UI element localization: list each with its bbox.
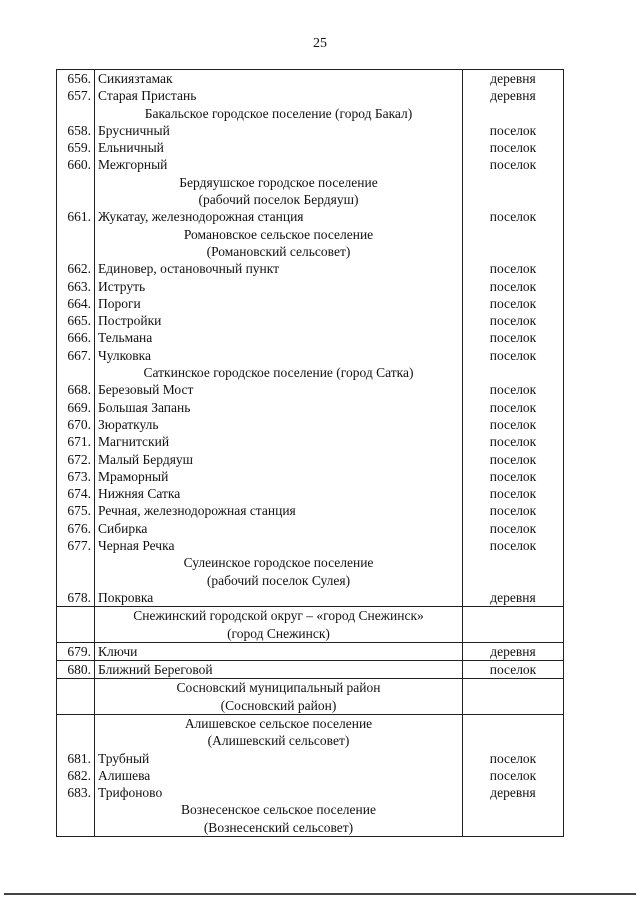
table-row: [57, 661, 564, 679]
settlement-type: поселок: [463, 381, 564, 398]
table-row: [57, 485, 564, 502]
table-row: [57, 642, 564, 660]
settlement-type: [463, 607, 564, 625]
row-number: 675.: [57, 502, 95, 519]
settlement-name: Большая Запань: [95, 399, 463, 416]
row-number: 660.: [57, 156, 95, 173]
settlement-type: деревня: [463, 784, 564, 801]
section-header: (Вознесенский сельсовет): [95, 819, 463, 837]
settlement-type: поселок: [463, 278, 564, 295]
table-row: [57, 295, 564, 312]
settlement-type: [463, 801, 564, 818]
section-header-row: [57, 697, 564, 715]
table-row: [57, 208, 564, 225]
settlement-name: Ближний Береговой: [95, 661, 463, 679]
section-header-row: [57, 364, 564, 381]
settlement-name: Малый Бердяуш: [95, 451, 463, 468]
table-row: [57, 347, 564, 364]
section-header: (Сосновский район): [95, 697, 463, 715]
settlement-name: Чулковка: [95, 347, 463, 364]
row-number: 661.: [57, 208, 95, 225]
row-number: [57, 364, 95, 381]
section-header-row: [57, 554, 564, 571]
row-number: [57, 625, 95, 643]
settlement-type: деревня: [463, 87, 564, 104]
settlement-type: поселок: [463, 767, 564, 784]
settlement-type: поселок: [463, 295, 564, 312]
settlement-type: [463, 697, 564, 715]
section-header-row: [57, 801, 564, 818]
settlement-name: Трубный: [95, 750, 463, 767]
settlement-type: поселок: [463, 433, 564, 450]
table-row: [57, 520, 564, 537]
row-number: 662.: [57, 260, 95, 277]
row-number: 678.: [57, 589, 95, 607]
row-number: [57, 801, 95, 818]
footer-divider: [4, 893, 636, 895]
settlement-type: поселок: [463, 502, 564, 519]
settlement-type: [463, 105, 564, 122]
settlement-type: поселок: [463, 520, 564, 537]
settlement-type: поселок: [463, 329, 564, 346]
settlement-name: Постройки: [95, 312, 463, 329]
settlement-type: [463, 364, 564, 381]
table-row: [57, 329, 564, 346]
table-row: [57, 537, 564, 554]
row-number: [57, 226, 95, 243]
section-header-row: [57, 607, 564, 625]
row-number: [57, 607, 95, 625]
row-number: [57, 714, 95, 732]
table-row: [57, 381, 564, 398]
settlement-name: Магнитский: [95, 433, 463, 450]
section-header-row: [57, 243, 564, 260]
settlement-type: [463, 625, 564, 643]
row-number: 665.: [57, 312, 95, 329]
row-number: 673.: [57, 468, 95, 485]
settlement-type: поселок: [463, 750, 564, 767]
settlement-type: поселок: [463, 312, 564, 329]
table-row: [57, 750, 564, 767]
row-number: 669.: [57, 399, 95, 416]
table-row: [57, 70, 564, 88]
row-number: 672.: [57, 451, 95, 468]
settlement-type: [463, 174, 564, 191]
settlement-type: поселок: [463, 451, 564, 468]
row-number: [57, 105, 95, 122]
row-number: 679.: [57, 642, 95, 660]
settlement-type: поселок: [463, 485, 564, 502]
settlement-type: деревня: [463, 589, 564, 607]
settlement-type: деревня: [463, 70, 564, 88]
table-row: [57, 260, 564, 277]
row-number: 658.: [57, 122, 95, 139]
section-header-row: [57, 105, 564, 122]
section-header: (рабочий поселок Сулея): [95, 572, 463, 589]
settlement-type: поселок: [463, 139, 564, 156]
section-header: Сулеинское городское поселение: [95, 554, 463, 571]
settlement-name: Зюраткуль: [95, 416, 463, 433]
table-row: [57, 278, 564, 295]
settlement-name: Сибирка: [95, 520, 463, 537]
table-row: [57, 784, 564, 801]
settlement-name: Иструть: [95, 278, 463, 295]
settlement-name: Березовый Мост: [95, 381, 463, 398]
settlement-type: [463, 243, 564, 260]
row-number: 657.: [57, 87, 95, 104]
section-header-row: [57, 732, 564, 749]
settlement-name: Тельмана: [95, 329, 463, 346]
settlement-name: Мраморный: [95, 468, 463, 485]
table-row: [57, 468, 564, 485]
settlement-type: [463, 819, 564, 837]
settlement-name: Сикиязтамак: [95, 70, 463, 88]
table-row: [57, 502, 564, 519]
row-number: 663.: [57, 278, 95, 295]
settlement-name: Алишева: [95, 767, 463, 784]
section-header: Вознесенское сельское поселение: [95, 801, 463, 818]
settlement-type: [463, 572, 564, 589]
settlement-type: поселок: [463, 661, 564, 679]
row-number: [57, 243, 95, 260]
section-header-row: [57, 819, 564, 837]
settlement-type: поселок: [463, 347, 564, 364]
settlement-name: Черная Речка: [95, 537, 463, 554]
settlement-type: поселок: [463, 399, 564, 416]
table-row: [57, 87, 564, 104]
section-header: Сосновский муниципальный район: [95, 679, 463, 697]
settlement-type: [463, 226, 564, 243]
settlement-type: поселок: [463, 468, 564, 485]
row-number: 676.: [57, 520, 95, 537]
row-number: 677.: [57, 537, 95, 554]
settlement-type: деревня: [463, 642, 564, 660]
section-header: (рабочий поселок Бердяуш): [95, 191, 463, 208]
section-header: Алишевское сельское поселение: [95, 714, 463, 732]
section-header-row: [57, 679, 564, 697]
settlement-name: Покровка: [95, 589, 463, 607]
row-number: 680.: [57, 661, 95, 679]
settlement-type: [463, 554, 564, 571]
settlement-type: [463, 714, 564, 732]
section-header: Бакальское городское поселение (город Бакал): [95, 105, 463, 122]
settlement-type: поселок: [463, 260, 564, 277]
row-number: 656.: [57, 70, 95, 88]
table-row: [57, 589, 564, 607]
section-header: Саткинское городское поселение (город Сатка): [95, 364, 463, 381]
row-number: [57, 572, 95, 589]
page-number: 25: [313, 36, 327, 51]
settlement-name: Межгорный: [95, 156, 463, 173]
settlement-name: Речная, железнодорожная станция: [95, 502, 463, 519]
section-header: (Романовский сельсовет): [95, 243, 463, 260]
settlement-name: Пороги: [95, 295, 463, 312]
settlements-table: [56, 69, 564, 837]
settlement-name: Трифоново: [95, 784, 463, 801]
row-number: 666.: [57, 329, 95, 346]
section-header: (Алишевский сельсовет): [95, 732, 463, 749]
section-header-row: [57, 714, 564, 732]
row-number: 664.: [57, 295, 95, 312]
row-number: 668.: [57, 381, 95, 398]
row-number: 670.: [57, 416, 95, 433]
settlement-type: поселок: [463, 537, 564, 554]
settlement-name: Ключи: [95, 642, 463, 660]
row-number: [57, 174, 95, 191]
settlement-type: поселок: [463, 416, 564, 433]
row-number: [57, 679, 95, 697]
settlements-table-body: [57, 70, 564, 837]
settlement-name: Жукатау, железнодорожная станция: [95, 208, 463, 225]
row-number: [57, 819, 95, 837]
table-row: [57, 767, 564, 784]
table-row: [57, 139, 564, 156]
row-number: 682.: [57, 767, 95, 784]
settlement-name: Нижняя Сатка: [95, 485, 463, 502]
section-header: Снежинский городской округ – «город Снежинск»: [95, 607, 463, 625]
settlement-name: Единовер, остановочный пункт: [95, 260, 463, 277]
settlement-type: [463, 732, 564, 749]
row-number: 671.: [57, 433, 95, 450]
table-row: [57, 451, 564, 468]
settlement-type: поселок: [463, 122, 564, 139]
row-number: [57, 697, 95, 715]
settlement-name: Старая Пристань: [95, 87, 463, 104]
table-row: [57, 416, 564, 433]
row-number: [57, 554, 95, 571]
section-header: Романовское сельское поселение: [95, 226, 463, 243]
table-row: [57, 122, 564, 139]
section-header: (город Снежинск): [95, 625, 463, 643]
row-number: 659.: [57, 139, 95, 156]
row-number: 681.: [57, 750, 95, 767]
settlement-type: [463, 679, 564, 697]
section-header-row: [57, 625, 564, 643]
section-header: Бердяушское городское поселение: [95, 174, 463, 191]
section-header-row: [57, 174, 564, 191]
settlement-type: поселок: [463, 208, 564, 225]
settlement-name: Брусничный: [95, 122, 463, 139]
settlement-type: поселок: [463, 156, 564, 173]
row-number: 683.: [57, 784, 95, 801]
section-header-row: [57, 226, 564, 243]
table-row: [57, 156, 564, 173]
row-number: 667.: [57, 347, 95, 364]
table-row: [57, 433, 564, 450]
table-row: [57, 312, 564, 329]
table-row: [57, 399, 564, 416]
row-number: [57, 191, 95, 208]
row-number: 674.: [57, 485, 95, 502]
section-header-row: [57, 191, 564, 208]
settlement-type: [463, 191, 564, 208]
row-number: [57, 732, 95, 749]
settlement-name: Ельничный: [95, 139, 463, 156]
section-header-row: [57, 572, 564, 589]
